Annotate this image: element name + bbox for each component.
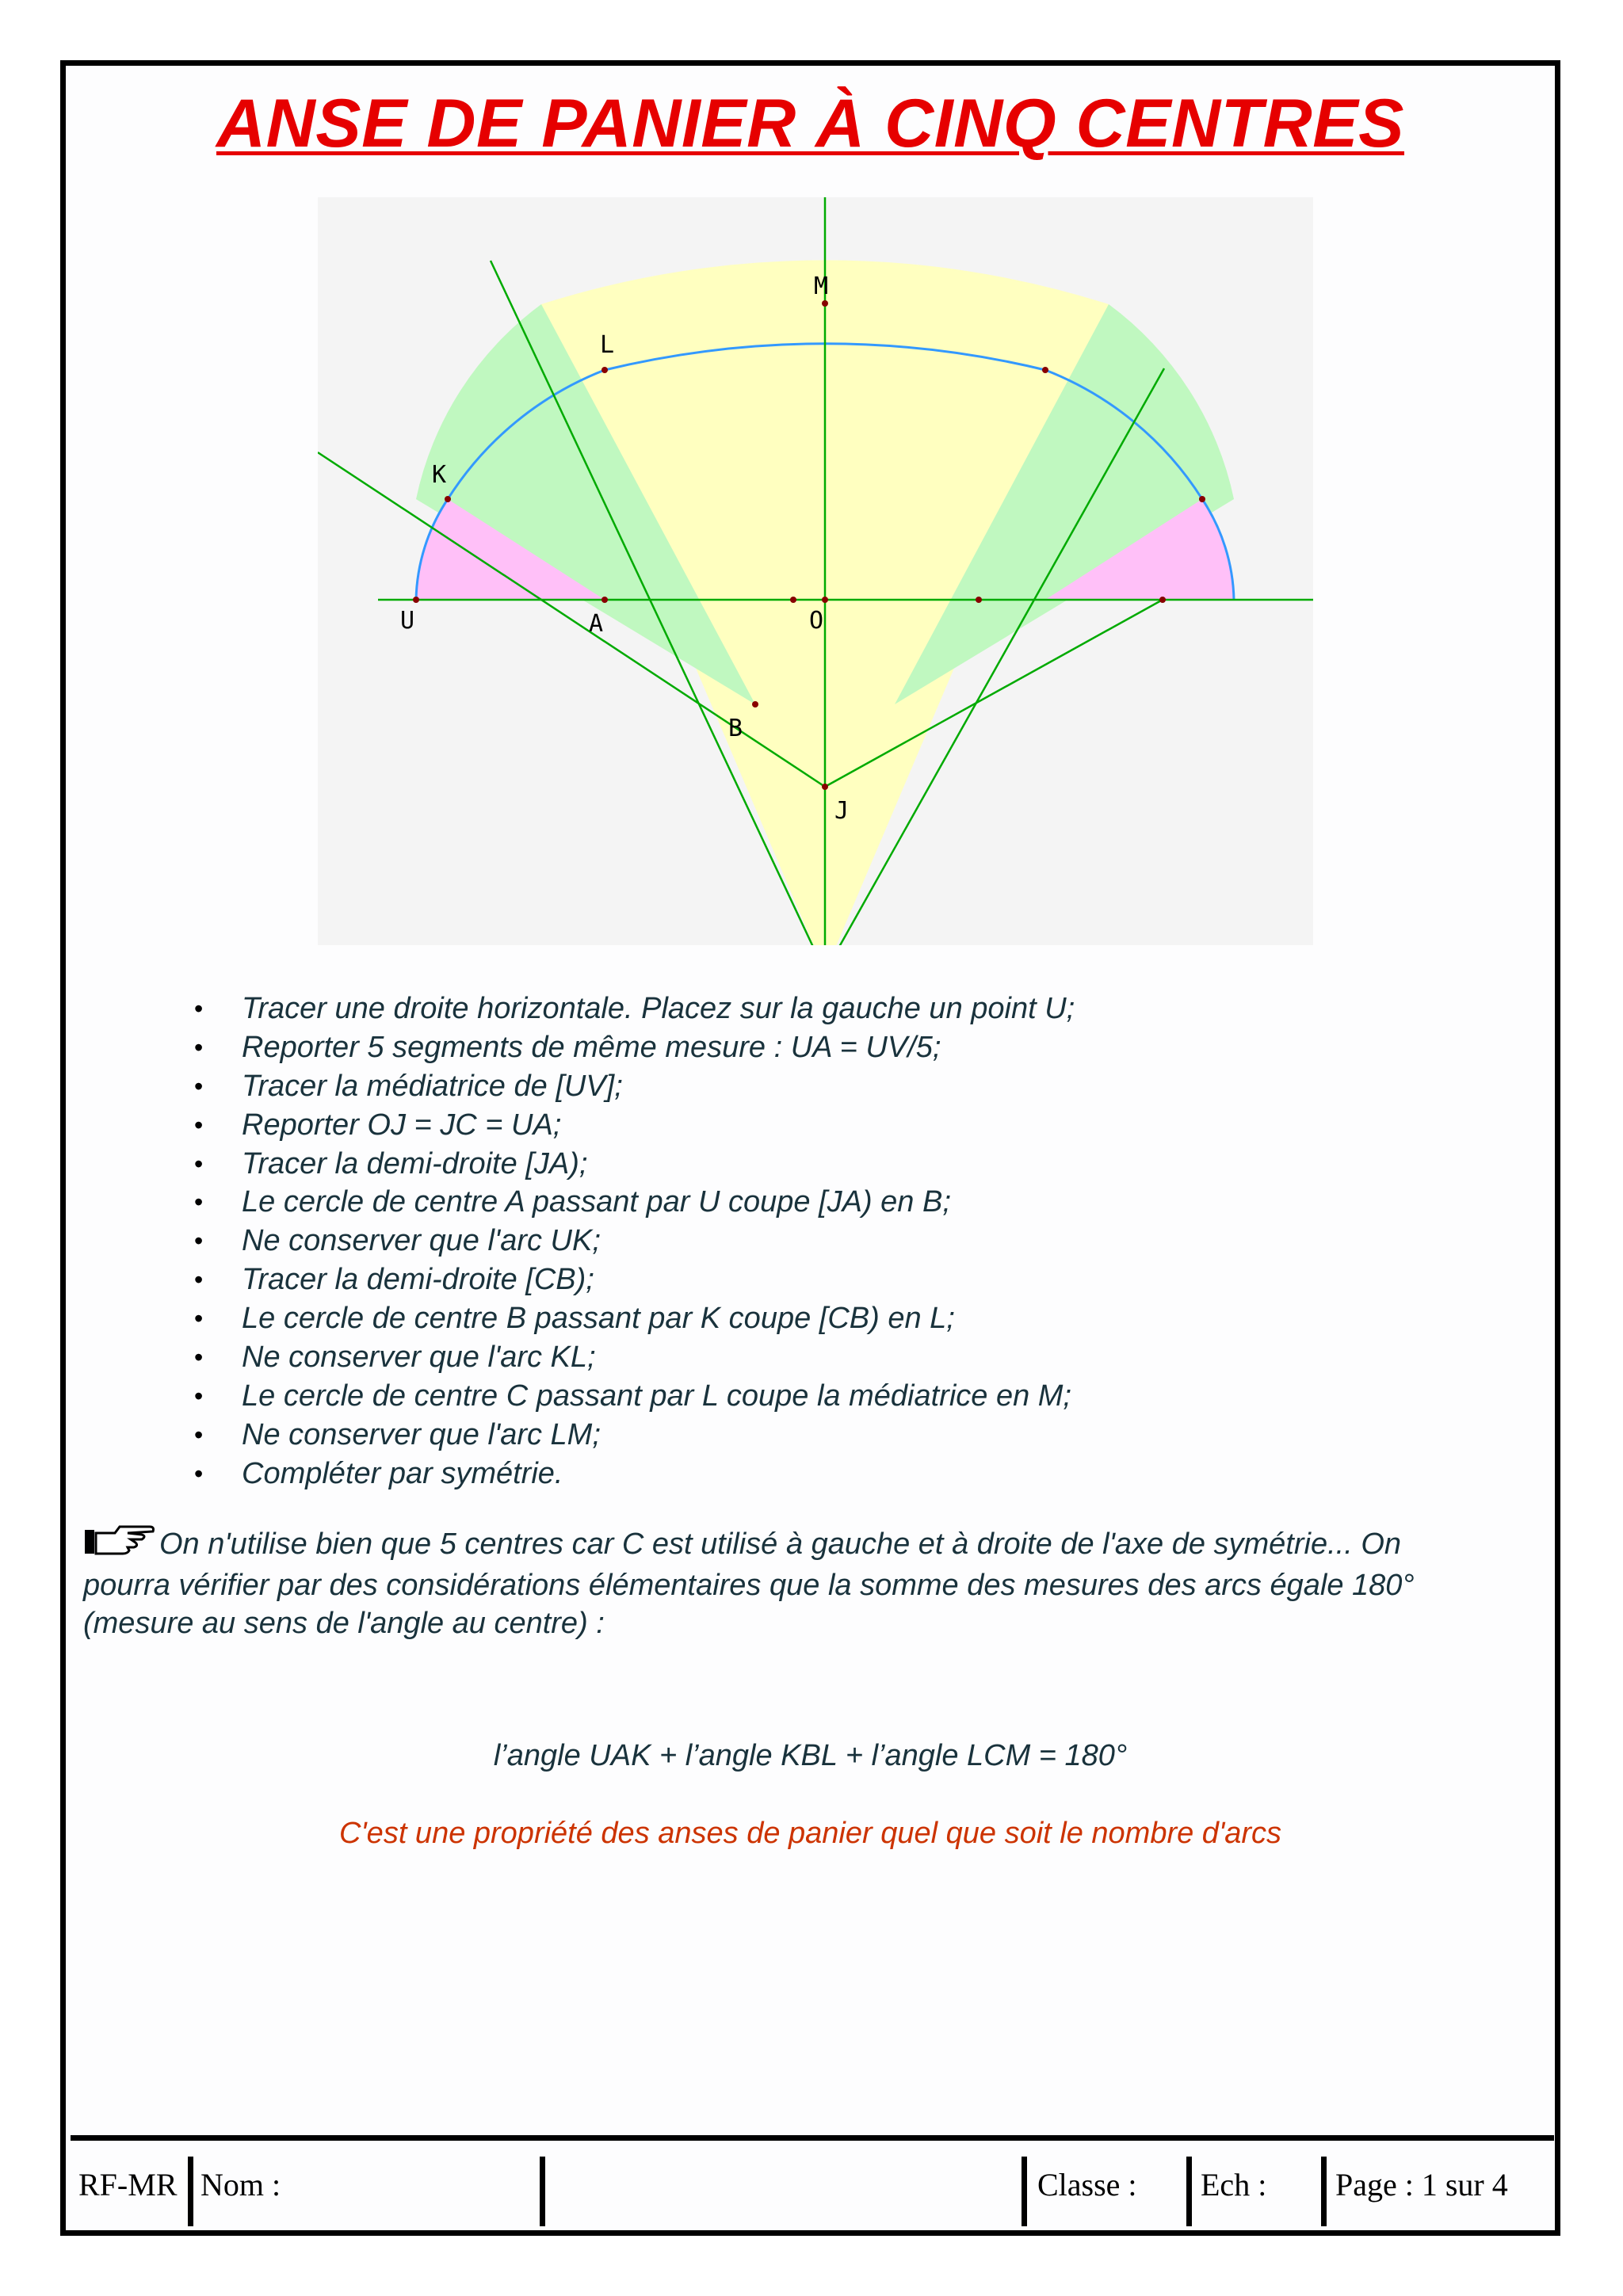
step-item xyxy=(139,1338,1075,1377)
step-item xyxy=(139,1299,1075,1338)
step-item xyxy=(139,1261,1075,1299)
note-line-1: On n'utilise bien que 5 centres car C est utilisé à gauche et à droite de l'axe de symétrie... On xyxy=(159,1527,1402,1561)
construction-figure xyxy=(318,197,1313,945)
step-text: Compléter par symétrie. xyxy=(242,1456,563,1490)
bullet-icon: • xyxy=(194,1188,204,1217)
point-u xyxy=(413,597,419,603)
step-text: Reporter OJ = JC = UA; xyxy=(242,1108,562,1142)
bullet-icon: • xyxy=(194,1149,204,1178)
angle-formula: l’angle UAK + l’angle KBL + l’angle LCM = 180° xyxy=(493,1739,1128,1772)
step-text: Tracer la médiatrice de [UV]; xyxy=(242,1069,623,1103)
footer-divider xyxy=(1186,2157,1192,2226)
footer-name-label: Nom : xyxy=(200,2167,281,2203)
note-line-2: pourra vérifier par des considérations élémentaires que la somme des mesures des arcs égale 180° xyxy=(83,1569,1415,1602)
bullet-icon: • xyxy=(194,1032,204,1062)
footer-scale-label: Ech : xyxy=(1201,2167,1267,2203)
point-label-k: K xyxy=(432,461,447,489)
footer-divider xyxy=(540,2157,545,2226)
step-text: Ne conserver que l'arc UK; xyxy=(242,1224,601,1258)
bullet-icon: • xyxy=(194,1420,204,1449)
point-a2 xyxy=(790,597,796,603)
point-label-o: O xyxy=(809,607,824,635)
step-item xyxy=(139,990,1075,1028)
point-label-j: J xyxy=(834,797,850,825)
note-line-3: (mesure au sens de l'angle au centre) : xyxy=(83,1607,605,1640)
point-k xyxy=(445,496,451,502)
step-text: Ne conserver que l'arc KL; xyxy=(242,1341,596,1375)
step-text: Reporter 5 segments de même mesure : UA = UV/5; xyxy=(242,1030,941,1064)
point-label-b: B xyxy=(728,715,743,742)
point-label-m: M xyxy=(814,273,829,300)
page-title: ANSE DE PANIER À CINQ CENTRES xyxy=(216,86,1404,162)
step-item xyxy=(139,1377,1075,1416)
step-item xyxy=(139,1106,1075,1145)
step-item xyxy=(139,1183,1075,1222)
point-a4 xyxy=(1159,597,1166,603)
bullet-icon: • xyxy=(194,1226,204,1256)
point-label-a: A xyxy=(589,610,604,638)
bullet-icon: • xyxy=(194,994,204,1023)
step-text: Le cercle de centre B passant par K coupe [CB) en L; xyxy=(242,1302,955,1336)
step-item xyxy=(139,1416,1075,1455)
bullet-icon: • xyxy=(194,1304,204,1333)
step-item xyxy=(139,1222,1075,1261)
construction-steps xyxy=(139,990,1075,1493)
bullet-icon: • xyxy=(194,1110,204,1139)
step-text: Ne conserver que l'arc LM; xyxy=(242,1417,601,1451)
footer-code: RF-MR xyxy=(78,2167,178,2203)
step-item xyxy=(139,1028,1075,1067)
point-a xyxy=(601,597,608,603)
bullet-icon: • xyxy=(194,1343,204,1372)
footer-divider xyxy=(188,2157,193,2226)
step-item xyxy=(139,1145,1075,1184)
bullet-icon: • xyxy=(194,1459,204,1488)
bullet-icon: • xyxy=(194,1265,204,1295)
step-text: Tracer la demi-droite [CB); xyxy=(242,1263,594,1297)
construction-svg xyxy=(318,197,1313,945)
bullet-icon: • xyxy=(194,1071,204,1100)
point-l2 xyxy=(1042,367,1048,373)
step-text: Le cercle de centre C passant par L coupe la médiatrice en M; xyxy=(242,1379,1071,1413)
footer-divider xyxy=(1321,2157,1327,2226)
point-a3 xyxy=(976,597,982,603)
property-statement: C'est une propriété des anses de panier quel que soit le nombre d'arcs xyxy=(338,1817,1281,1850)
point-b xyxy=(752,701,758,707)
point-o xyxy=(822,597,828,603)
step-item xyxy=(139,1455,1075,1493)
point-j xyxy=(822,784,828,790)
footer-divider xyxy=(1022,2157,1027,2226)
point-m xyxy=(822,300,828,307)
step-text: Tracer une droite horizontale. Placez sur la gauche un point U; xyxy=(242,992,1075,1025)
point-l xyxy=(601,367,608,373)
footer-bar xyxy=(71,2135,1554,2222)
pointing-hand-icon xyxy=(83,1524,155,1566)
footer-class-label: Classe : xyxy=(1037,2167,1137,2203)
point-label-u: U xyxy=(400,607,415,635)
page-frame xyxy=(60,60,1560,2236)
footer-page-label: Page : 1 sur 4 xyxy=(1335,2167,1508,2203)
point-label-l: L xyxy=(600,331,615,359)
point-k2 xyxy=(1199,496,1205,502)
bullet-icon: • xyxy=(194,1381,204,1410)
note-paragraph xyxy=(83,1524,1541,1642)
step-text: Le cercle de centre A passant par U coupe [JA) en B; xyxy=(242,1185,951,1219)
step-text: Tracer la demi-droite [JA); xyxy=(242,1146,588,1180)
step-item xyxy=(139,1067,1075,1106)
